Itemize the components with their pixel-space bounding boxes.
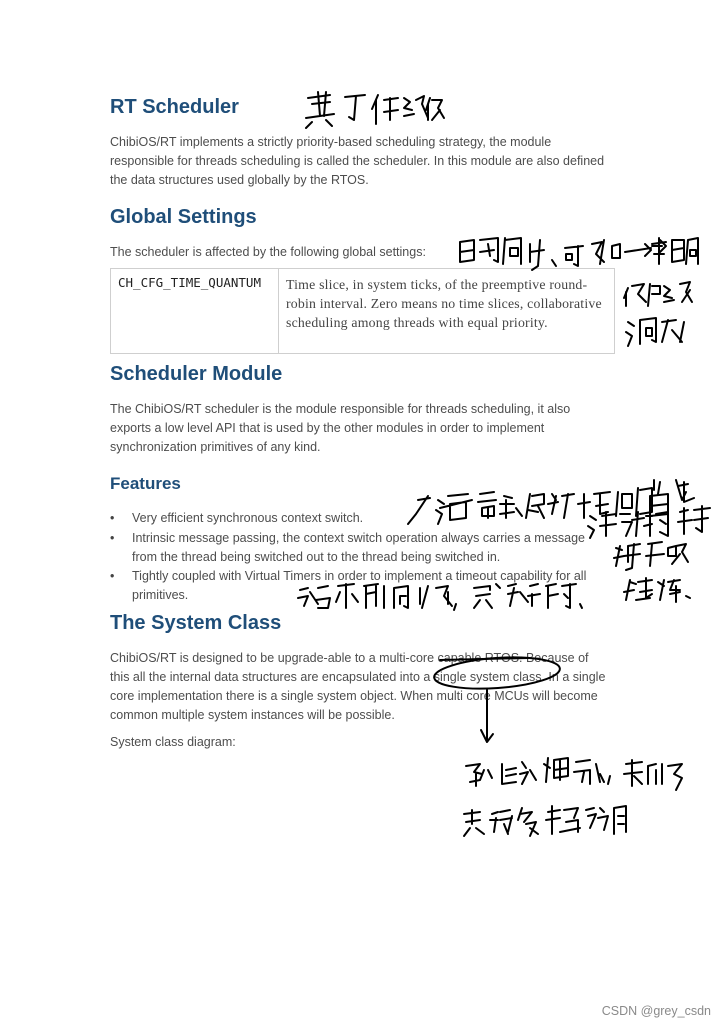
section-title-features: Features	[110, 474, 181, 493]
list-item: • Tightly coupled with Virtual Timers in order to implement a timeout capability for all primitives.	[110, 567, 605, 605]
rt-scheduler-body: ChibiOS/RT implements a strictly priority-based scheduling strategy, the module responsible for threads scheduling is called the scheduler. In this module are also defined the data structures used globally by the RTOS.	[110, 135, 605, 187]
handwriting-arrow-2	[652, 240, 666, 252]
features-list	[110, 509, 605, 606]
handwriting-note-system-class	[464, 758, 682, 836]
system-class-body: ChibiOS/RT is designed to be upgrade-able to a multi-core capable RTOS. Because of this all the internal data structures are encapsulated into a single system class. In a single core implementation there is a single system object. When multi core MCUs will become common multiple system instances will be possible.	[110, 651, 606, 722]
scheduler-module-body: The ChibiOS/RT scheduler is the module responsible for threads scheduling, it also exports a low level API that is used by the other modules in order to implement synchronization primitives of any kind.	[110, 402, 571, 454]
setting-description: Time slice, in system ticks, of the preemptive round-robin interval. Zero means no time slices, collaborative scheduling among threads with equal priority.	[279, 269, 615, 354]
section-title-rt-scheduler: RT Scheduler	[110, 96, 239, 118]
table-row	[111, 269, 615, 354]
csdn-watermark: CSDN @grey_csdn	[601, 1004, 711, 1018]
system-class-diagram-caption: System class diagram:	[110, 735, 236, 749]
section-title-scheduler-module: Scheduler Module	[110, 363, 283, 385]
global-settings-intro: The scheduler is affected by the following global settings:	[110, 245, 426, 259]
section-title-system-class: The System Class	[110, 612, 282, 634]
list-item: • Very efficient synchronous context switch.	[110, 509, 605, 528]
section-title-global-settings: Global Settings	[110, 206, 257, 228]
global-settings-table	[110, 268, 615, 354]
handwriting-note-priority	[306, 92, 444, 128]
list-item: • Intrinsic message passing, the context switch operation always carries a message from the thread being switched out to the thread being switched in.	[110, 529, 605, 567]
setting-key: CH_CFG_TIME_QUANTUM	[111, 269, 279, 354]
